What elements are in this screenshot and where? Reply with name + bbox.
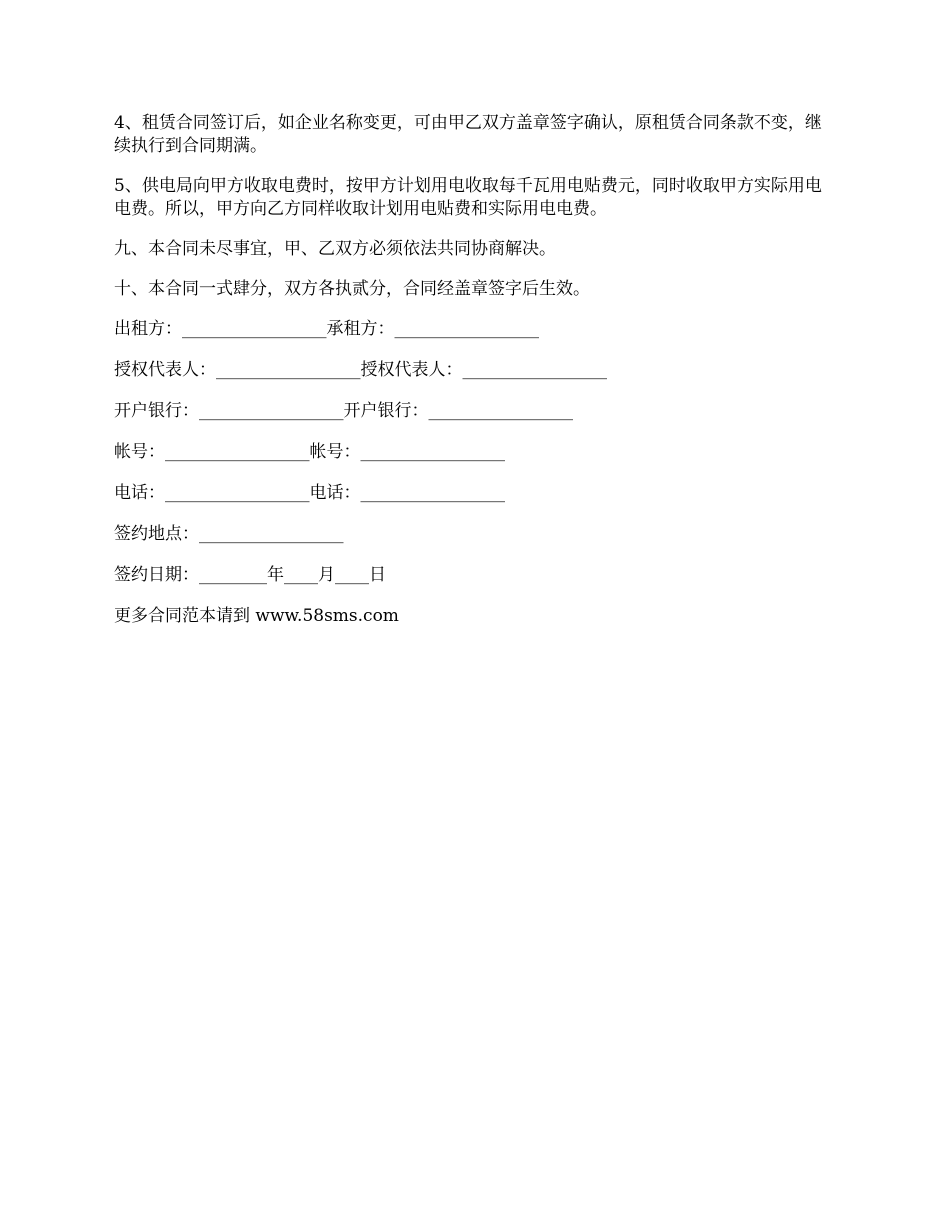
lessor-lessee-line: 出租方：_________________承租方：_________________: [114, 319, 539, 339]
footer-link-text: 更多合同范本请到 www.58sms.com: [114, 606, 399, 626]
phone-line: 电话：_________________电话：_________________: [114, 483, 505, 503]
signing-date-line: 签约日期：________年____月____日: [114, 565, 386, 585]
account-line: 帐号：_________________帐号：_________________: [114, 442, 505, 462]
signing-place-line: 签约地点：_________________: [114, 524, 344, 544]
clause-10: 十、本合同一式肆分，双方各执贰分，合同经盖章签字后生效。: [114, 279, 590, 299]
representative-line: 授权代表人：_________________授权代表人：_________________: [114, 360, 607, 380]
clause-4: 4、租赁合同签订后，如企业名称变更，可由甲乙双方盖章签字确认，原租赁合同条款不变，继续执行到合同期满。: [114, 113, 822, 156]
clause-5: 5、供电局向甲方收取电费时，按甲方计划用电收取每千瓦用电贴费元，同时收取甲方实际用电电费。所以，甲方向乙方同样收取计划用电贴费和实际用电电费。: [114, 176, 822, 219]
bank-line: 开户银行：_________________开户银行：_________________: [114, 401, 573, 421]
clause-9: 九、本合同未尽事宜，甲、乙双方必须依法共同协商解决。: [114, 239, 556, 259]
